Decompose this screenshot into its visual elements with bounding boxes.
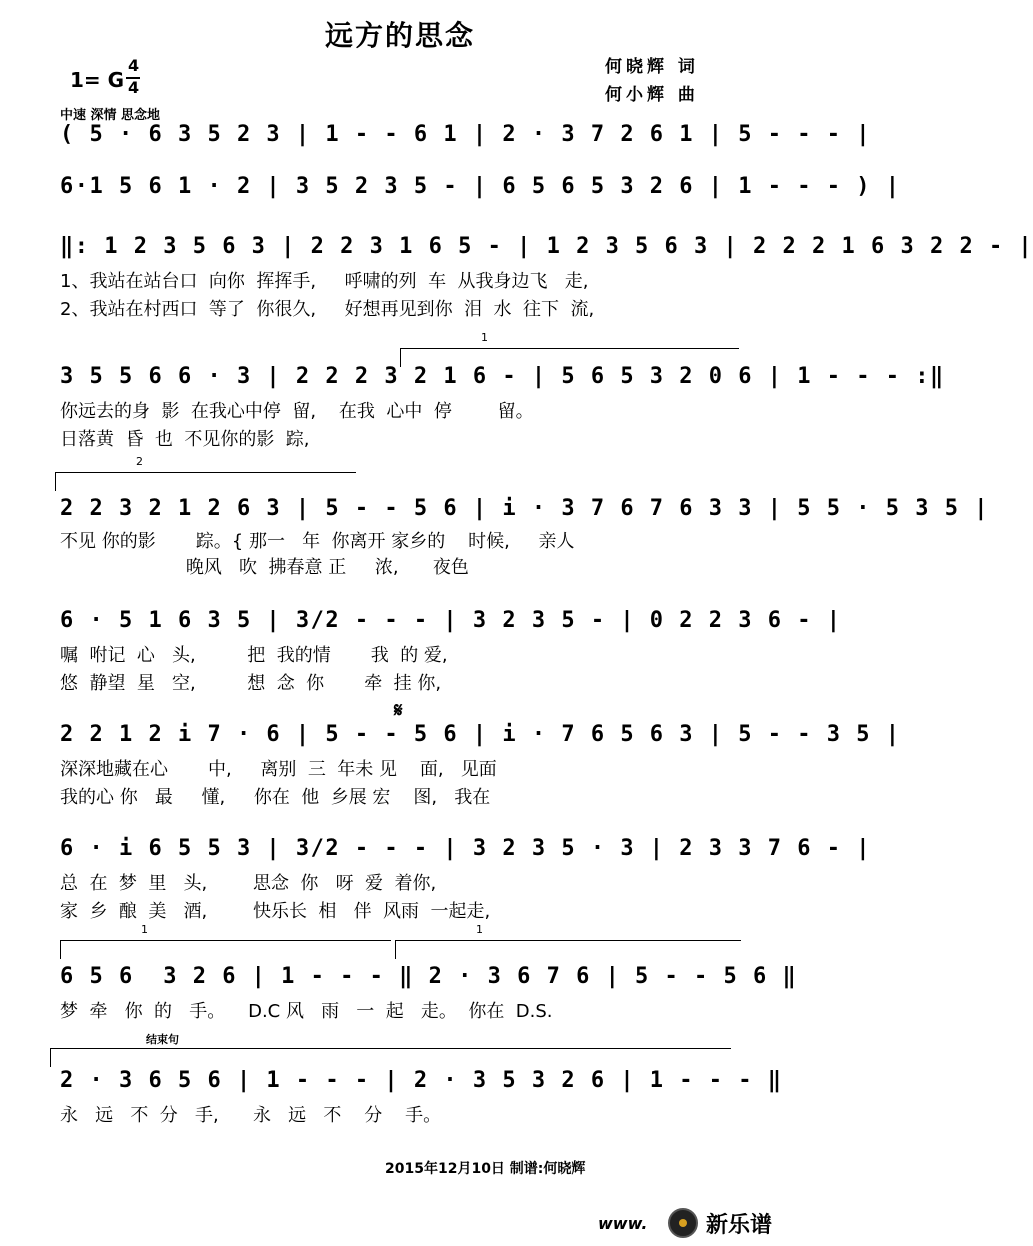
notation-line: 6·1 5 6 1 · 2 | 3 5 2 3 5 - | 6 5 6 5 3 2 6 | 1 - - - ) | — [60, 174, 901, 199]
score-line-7 — [0, 720, 901, 750]
time-signature-top: 4 — [128, 56, 140, 75]
song-title: 远方的思念 — [324, 19, 475, 52]
lyric-verse-2: 日落黄 昏 也 不见你的影 踪, — [60, 429, 310, 450]
notation-line: 6 5 6 3 2 6 | 1 - - - ‖ 2 · 3 6 7 6 | 5 - - 5 6 ‖ — [60, 964, 798, 989]
lyric-line: 永 远 不 分 手, 永 远 不 分 手。 — [60, 1105, 442, 1126]
notation-line: 2 2 3 2 1 2 6 3 | 5 - - 5 6 | i · 3 7 6 7 6 3 3 | 5 5 · 5 3 5 | — [60, 496, 989, 521]
lyric-verse-1: 不见 你的影 踪。{ 那一 年 你离开 家乡的 时候, 亲人 — [60, 531, 575, 552]
notation-line: 6 · i 6 5 5 3 | 3/2 - - - | 3 2 3 5 · 3 | 2 3 3 7 6 - | — [60, 836, 871, 861]
tempo-marking: 中速 深情 思念地 — [60, 108, 161, 123]
key-signature: 1= G — [70, 68, 125, 92]
lyric-verse-2: 晚风 吹 拂春意 正 浓, 夜色 — [60, 557, 469, 578]
score-line-2 — [0, 172, 901, 202]
music-disc-icon — [668, 1208, 698, 1238]
segno-sign: 𝄋 — [394, 698, 403, 722]
lyric-verse-1: 嘱 咐记 心 头, 把 我的情 我 的 爱, — [60, 645, 448, 666]
lyric-verse-2: 2、我站在村西口 等了 你很久, 好想再见到你 泪 水 往下 流, — [60, 299, 595, 320]
score-line-10 — [0, 1066, 800, 1096]
second-ending-bracket — [55, 455, 356, 491]
end-phrase-bracket — [50, 1033, 731, 1067]
end-phrase-label: 结束句 — [146, 1033, 179, 1046]
lyric-verse-1: 总 在 梦 里 头, 思念 你 呀 爱 着你, — [60, 873, 437, 894]
time-signature-bottom: 4 — [128, 78, 140, 97]
score-line-1 — [0, 120, 871, 150]
ending-number: 1 — [141, 923, 148, 936]
score-line-9 — [0, 962, 800, 992]
score-line-5 — [0, 494, 989, 524]
notation-line: ( 5 · 6 3 5 2 3 | 1 - - 6 1 | 2 · 3 7 2 6 1 | 5 - - - | — [60, 122, 871, 147]
score-line-8 — [0, 834, 871, 864]
lyric-verse-2: 我的心 你 最 懂, 你在 他 乡展 宏 图, 我在 — [60, 787, 491, 808]
score-line-4 — [0, 362, 945, 392]
score-line-6 — [0, 606, 842, 636]
lyric-verse-1: 1、我站在站台口 向你 挥挥手, 呼啸的列 车 从我身边飞 走, — [60, 271, 589, 292]
score-line-3 — [0, 232, 1033, 262]
first-ending-bracket — [395, 923, 741, 959]
lyric-verse-2: 家 乡 酿 美 酒, 快乐长 相 伴 风雨 一起走, — [60, 901, 491, 922]
notation-line: 3 5 5 6 6 · 3 | 2 2 2 3 2 1 6 - | 5 6 5 3 2 0 6 | 1 - - - :‖ — [60, 364, 945, 389]
ending-number: 1 — [481, 331, 488, 344]
lyric-verse-1: 深深地藏在心 中, 离别 三 年未 见 面, 见面 — [60, 759, 497, 780]
lyric-verse-2: 悠 静望 星 空, 想 念 你 牵 挂 你, — [60, 673, 442, 694]
notation-line: 2 2 1 2 i 7 · 6 | 5 - - 5 6 | i · 7 6 5 6 3 | 5 - - 3 5 | — [60, 722, 901, 747]
lyricist-credit: 何晓辉 词 — [605, 57, 699, 77]
first-ending-bracket — [60, 923, 391, 959]
notation-line: 6 · 5 1 6 3 5 | 3/2 - - - | 3 2 3 5 - | 0 2 2 3 6 - | — [60, 608, 842, 633]
watermark-url: www. — [598, 1214, 648, 1233]
score-footer: 2015年12月10日 制谱:何晓辉 — [385, 1161, 586, 1177]
notation-line: ‖: 1 2 3 5 6 3 | 2 2 3 1 6 5 - | 1 2 3 5 6 3 | 2 2 2 1 6 3 2 2 - | — [60, 234, 1033, 259]
watermark-brand: 新乐谱 — [706, 1213, 773, 1238]
notation-line: 2 · 3 6 5 6 | 1 - - - | 2 · 3 5 3 2 6 | 1 - - - ‖ — [60, 1068, 783, 1093]
composer-credit: 何小辉 曲 — [605, 85, 699, 105]
ending-number: 2 — [136, 455, 143, 468]
ending-number: 1 — [476, 923, 483, 936]
lyric-verse-1: 你远去的身 影 在我心中停 留, 在我 心中 停 留。 — [60, 401, 534, 422]
lyric-line: 梦 牵 你 的 手。 D.C 风 雨 一 起 走。 你在 D.S. — [60, 1001, 553, 1022]
